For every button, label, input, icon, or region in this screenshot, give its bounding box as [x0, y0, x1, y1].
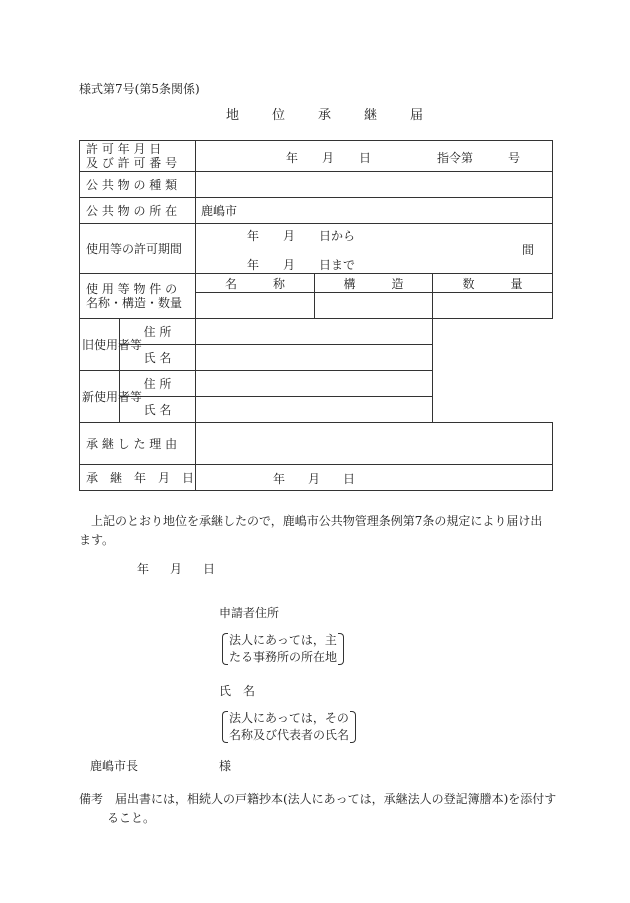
succession-date-label: 承 継 年 月 日: [80, 465, 196, 491]
period-label: 使用等の許可期間: [80, 224, 196, 274]
addressee: 鹿嶋市長: [90, 759, 139, 773]
period-from: 年 月 日から: [247, 229, 356, 243]
permit-row: [80, 141, 553, 172]
object-header-name: 名 称: [196, 274, 315, 293]
old-user-address-label: 住 所: [120, 319, 196, 345]
kind-row: [80, 172, 553, 198]
object-quantity-value[interactable]: [433, 293, 553, 319]
reason-value[interactable]: [196, 423, 553, 465]
location-label: 公 共 物 の 所 在: [80, 198, 196, 224]
succession-date-value[interactable]: 年 月 日: [196, 465, 553, 491]
title-char: 地: [226, 108, 240, 123]
title-char: 届: [410, 108, 424, 123]
kind-label: 公 共 物 の 種 類: [80, 172, 196, 198]
corp-name-note: 法人にあっては，その 名称及び代表者の氏名: [229, 711, 350, 742]
object-header-quantity: 数 量: [433, 274, 553, 293]
object-name-value[interactable]: [196, 293, 315, 319]
new-user-label: 新使用者等: [80, 371, 120, 423]
reason-label: 承 継 し た 理 由: [80, 423, 196, 465]
object-structure-value[interactable]: [315, 293, 433, 319]
old-user-label: 旧使用者等: [80, 319, 120, 371]
remark: 備考 届出書には，相続人の戸籍抄本(法人にあっては，承継法人の登記簿謄本)を添付すること。: [79, 792, 557, 825]
document-title: [226, 104, 456, 123]
period-to: 年 月 日まで: [247, 258, 356, 272]
new-user-address-label: 住 所: [120, 371, 196, 397]
period-row: [80, 224, 553, 274]
period-aida: 間: [522, 243, 535, 257]
title-char: 承: [318, 108, 332, 123]
old-user-address-value[interactable]: [196, 319, 433, 345]
new-user-name-row: [80, 397, 553, 423]
statement-text: 上記のとおり地位を承継したので，鹿嶋市公共物管理条例第7条の規定により届け出ます。: [79, 514, 543, 547]
reason-row: [80, 423, 553, 465]
permit-value[interactable]: 年 月 日 指令第 号: [196, 141, 553, 172]
old-user-address-row: [80, 319, 553, 345]
object-header-structure: 構 造: [315, 274, 433, 293]
honorific: 様: [219, 759, 232, 773]
succession-form-table: [79, 140, 553, 491]
corp-address-note: 法人にあっては，主 たる事務所の所在地: [229, 633, 338, 664]
location-row: [80, 198, 553, 224]
form-number: 様式第7号(第5条関係): [79, 82, 200, 96]
applicant-name-label: 氏 名: [219, 684, 256, 698]
succession-date-row: [80, 465, 553, 491]
period-value[interactable]: [196, 224, 553, 274]
title-char: 位: [272, 108, 286, 123]
new-user-name-value[interactable]: [196, 397, 433, 423]
object-header-row: [80, 274, 553, 293]
location-value[interactable]: 鹿嶋市: [196, 198, 553, 224]
new-user-address-row: [80, 371, 553, 397]
old-user-name-value[interactable]: [196, 345, 433, 371]
kind-value[interactable]: [196, 172, 553, 198]
title-char: 継: [364, 108, 378, 123]
object-label: 使 用 等 物 件 の 名称・構造・数量: [80, 274, 196, 319]
old-user-name-label: 氏 名: [120, 345, 196, 371]
new-user-address-value[interactable]: [196, 371, 433, 397]
permit-label: 許 可 年 月 日 及 び 許 可 番 号: [80, 141, 196, 172]
old-user-name-row: [80, 345, 553, 371]
new-user-name-label: 氏 名: [120, 397, 196, 423]
submission-date: 年 月 日: [137, 562, 216, 576]
applicant-address-label: 申請者住所: [219, 606, 280, 620]
